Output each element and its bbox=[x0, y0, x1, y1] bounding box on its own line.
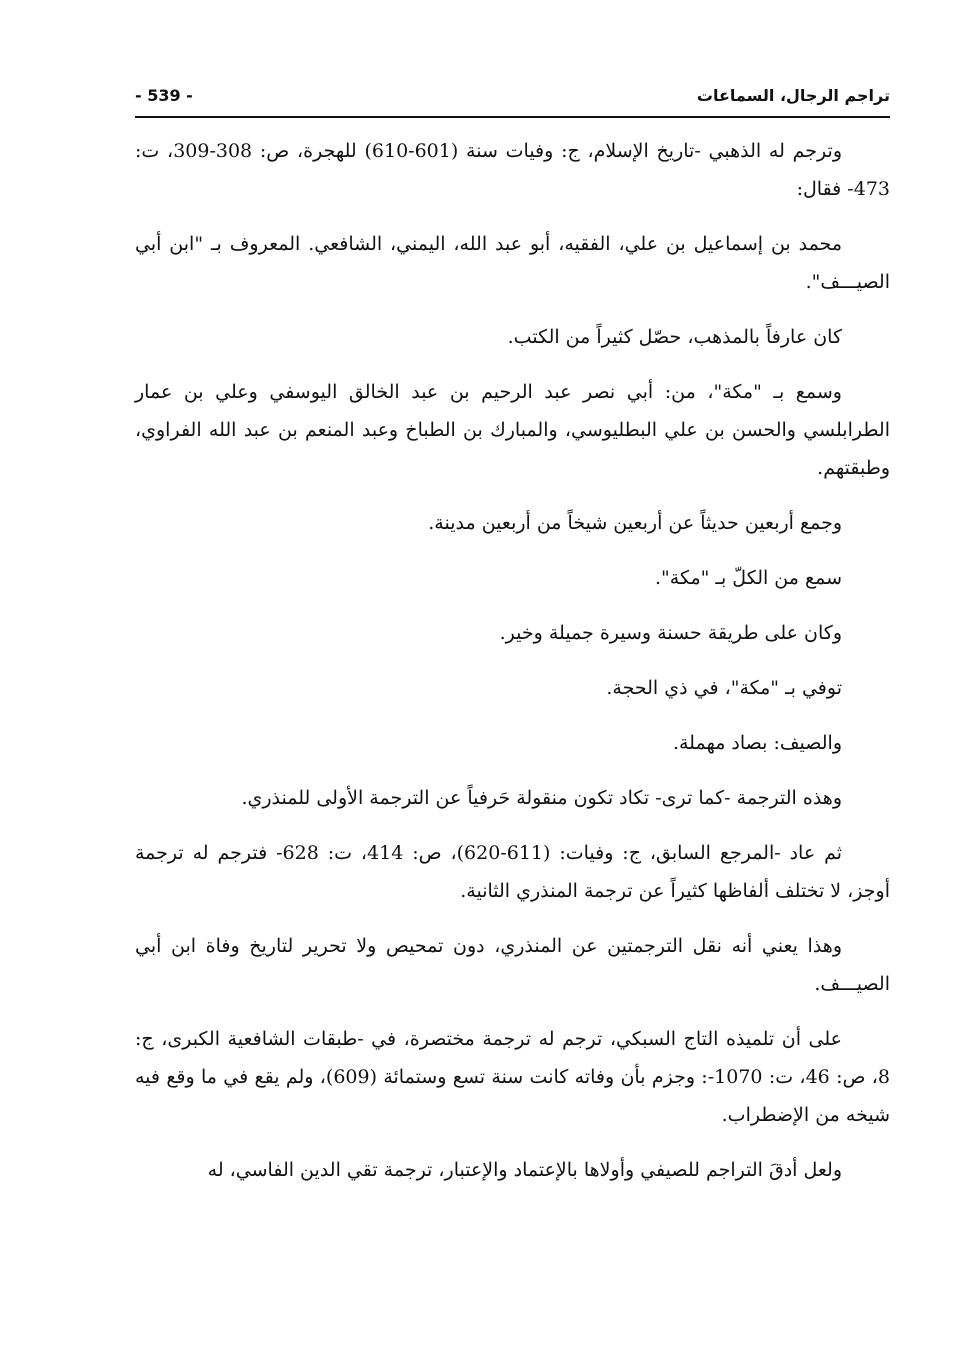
paragraph: ولعل أدقَ التراجم للصيفي وأولاها بالإعتماد والإعتبار، ترجمة تقي الدين الفاسي، له bbox=[207, 1159, 842, 1181]
paragraph: وسمع بـ "مكة"، من: أبي نصر عبد الرحيم بن عبد الخالق اليوسفي وعلي بن عمار الطرابلسي والحسن بن علي البطليوسي، والمبارك بن الطباخ وعبد المنعم بن عبد الله الفراوي، وطبقتهم. bbox=[135, 381, 890, 479]
paragraph: على أن تلميذه التاج السبكي، ترجم له ترجمة مختصرة، في -طبقات الشافعية الكبرى، ج: 8، ص: 46، ت: 1070-: وجزم بأن وفاته كانت سنة تسع وستمائة (609)، ولم يقع في ما وقع فيه شيخه من الإضطراب. bbox=[135, 1028, 890, 1126]
paragraph: محمد بن إسماعيل بن علي، الفقيه، أبو عبد الله، اليمني، الشافعي. المعروف بـ "ابن أبي الصيـــف". bbox=[135, 233, 890, 293]
paragraph: توفي بـ "مكة"، في ذي الحجة. bbox=[606, 677, 842, 699]
paragraph: ثم عاد -المرجع السابق، ج: وفيات: (611-620)، ص: 414، ت: 628- فترجم له ترجمة أوجز، لا تختلف ألفاظها كثيراً عن ترجمة المنذري الثانية. bbox=[135, 842, 890, 902]
paragraph: والصيف: بصاد مهملة. bbox=[672, 732, 842, 754]
paragraph: وهذه الترجمة -كما ترى- تكاد تكون منقولة حَرفياً عن الترجمة الأولى للمنذري. bbox=[241, 787, 842, 809]
page-header bbox=[135, 80, 890, 118]
paragraph: وجمع أربعين حديثاً عن أربعين شيخاً من أربعين مدينة. bbox=[428, 512, 842, 534]
document-body bbox=[135, 132, 890, 1206]
paragraph: سمع من الكلّ بـ "مكة". bbox=[655, 567, 842, 589]
paragraph: كان عارفاً بالمذهب، حصّل كثيراً من الكتب. bbox=[507, 326, 842, 348]
paragraph: وهذا يعني أنه نقل الترجمتين عن المنذري، دون تمحيص ولا تحرير لتاريخ وفاة ابن أبي الصيـــف. bbox=[135, 935, 890, 995]
page-number: - 539 - bbox=[135, 86, 193, 105]
running-title: تراجم الرجال، السماعات bbox=[696, 86, 890, 105]
paragraph: وترجم له الذهبي -تاريخ الإسلام، ج: وفيات سنة (601-610) للهجرة، ص: 308-309، ت: 473- فقال: bbox=[135, 140, 890, 200]
paragraph: وكان على طريقة حسنة وسيرة جميلة وخير. bbox=[499, 622, 842, 644]
